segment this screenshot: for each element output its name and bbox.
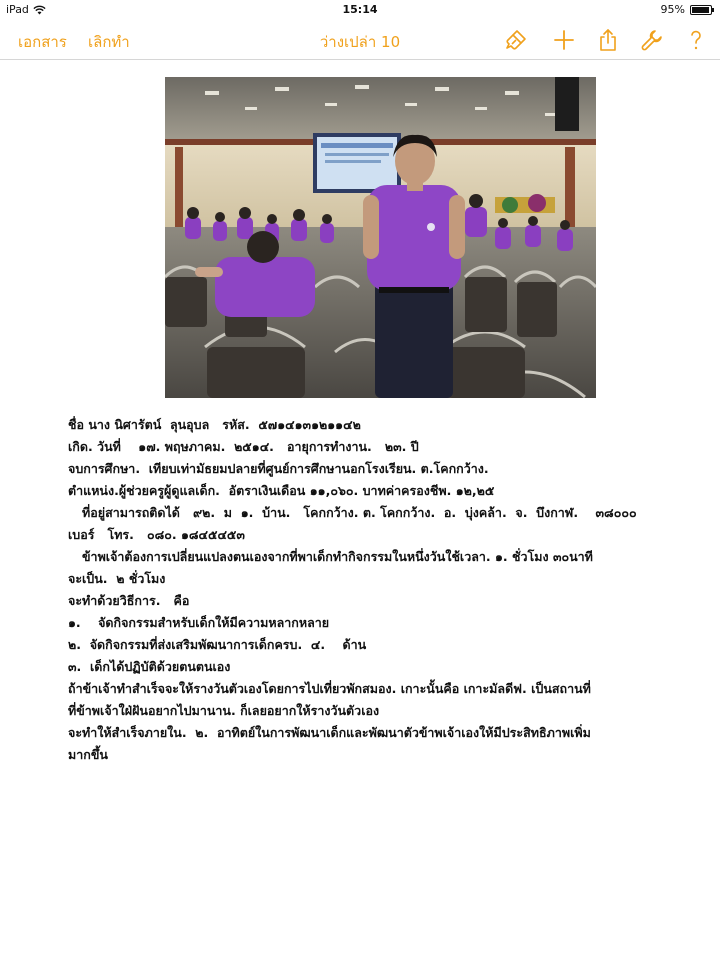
undo-button[interactable]: เลิกทำ (88, 30, 130, 54)
doc-line-reward: ถ้าข้าเจ้าทำสำเร็จจะให้รางวันตัวเองโดยการไปเที่ยวพักสมอง. เกาะนั้นคือ เกาะมัลดีฟ. เป็นสถานที่ (68, 681, 591, 696)
doc-list-item-1: ๑. จัดกิจกรรมสำหรับเด็กให้มีความหลากหลาย (68, 615, 330, 630)
doc-line-address: ที่อยู่สามารถติดได้ ๙๒. ม ๑. บ้าน. โคกกว้าง. ต. โคกกว้าง. อ. บุ่งคล้า. จ. บึงกาฬ. ๓๘๐๐๐ (82, 505, 637, 520)
battery-icon (690, 5, 712, 15)
document-body[interactable] (68, 414, 658, 766)
status-right (661, 3, 712, 16)
wrench-icon[interactable] (640, 28, 664, 52)
doc-line-reward-cont: ที่ข้าพเจ้าใฝ่ฝันอยากไปมานาน. ก็เลยอยากให้รางวันตัวเอง (68, 703, 380, 718)
doc-line-birth: เกิด. วันที่ ๑๗. พฤษภาคม. ๒๕๑๔. อายุการทำงาน. ๒๓. ปี (68, 439, 419, 454)
share-icon[interactable] (596, 28, 620, 52)
doc-line-education: จบการศึกษา. เทียบเท่ามัธยมปลายที่ศูนย์การศึกษานอกโรงเรียน. ต.โคกกว้าง. (68, 461, 489, 476)
format-brush-icon[interactable] (504, 28, 528, 52)
doc-line-goal: ข้าพเจ้าต้องการเปลี่ยนแปลงตนเองจากที่พาเด็กทำกิจกรรมในหนึ่งวันใช้เวลา. ๑. ชั่วโมง ๓๐นาที (82, 549, 593, 564)
device-name: iPad (6, 3, 29, 16)
doc-line-phone: เบอร์ โทร. ๐๘๐. ๑๘๔๕๔๕๓ (68, 527, 245, 542)
doc-line-goal-cont: จะเป็น. ๒ ชั่วโมง (68, 571, 166, 586)
battery-level (692, 7, 709, 13)
help-icon[interactable] (684, 28, 708, 52)
doc-line-name: ชื่อ นาง นิศารัตน์ ลุนอุบล รหัส. ๕๗๑๔๑๓๑๒๑๑๔๒ (68, 417, 361, 432)
document-photo[interactable] (165, 77, 596, 398)
documents-button[interactable]: เอกสาร (18, 30, 67, 54)
document-title: ว่างเปล่า 10 (319, 33, 401, 51)
status-time: 15:14 (342, 3, 378, 16)
toolbar (0, 20, 720, 60)
doc-list-item-3: ๓. เด็กได้ปฏิบัติด้วยตนตนเอง (68, 659, 231, 674)
doc-line-timeline: จะทำให้สำเร็จภายใน. ๒. อาทิตย์ในการพัฒนาเด็กและพัฒนาตัวข้าพเจ้าเองให้มีประสิทธิภาพเพิ่ม (68, 725, 591, 740)
doc-line-position: ตำแหน่ง.ผู้ช่วยครูผู้ดูแลเด็ก. อัตราเงินเดือน ๑๑,๐๖๐. บาทค่าครองชีพ. ๑๒,๒๕ (68, 483, 495, 498)
doc-line-timeline-cont: มากขึ้น (68, 747, 108, 762)
battery-percent: 95% (660, 3, 685, 16)
add-icon[interactable] (552, 28, 576, 52)
doc-line-method: จะทำด้วยวิธีการ. คือ (68, 593, 190, 608)
doc-list-item-2: ๒. จัดกิจกรรมที่ส่งเสริมพัฒนาการเด็กครบ. ๔. ด้าน (68, 637, 367, 652)
status-bar (0, 0, 720, 20)
